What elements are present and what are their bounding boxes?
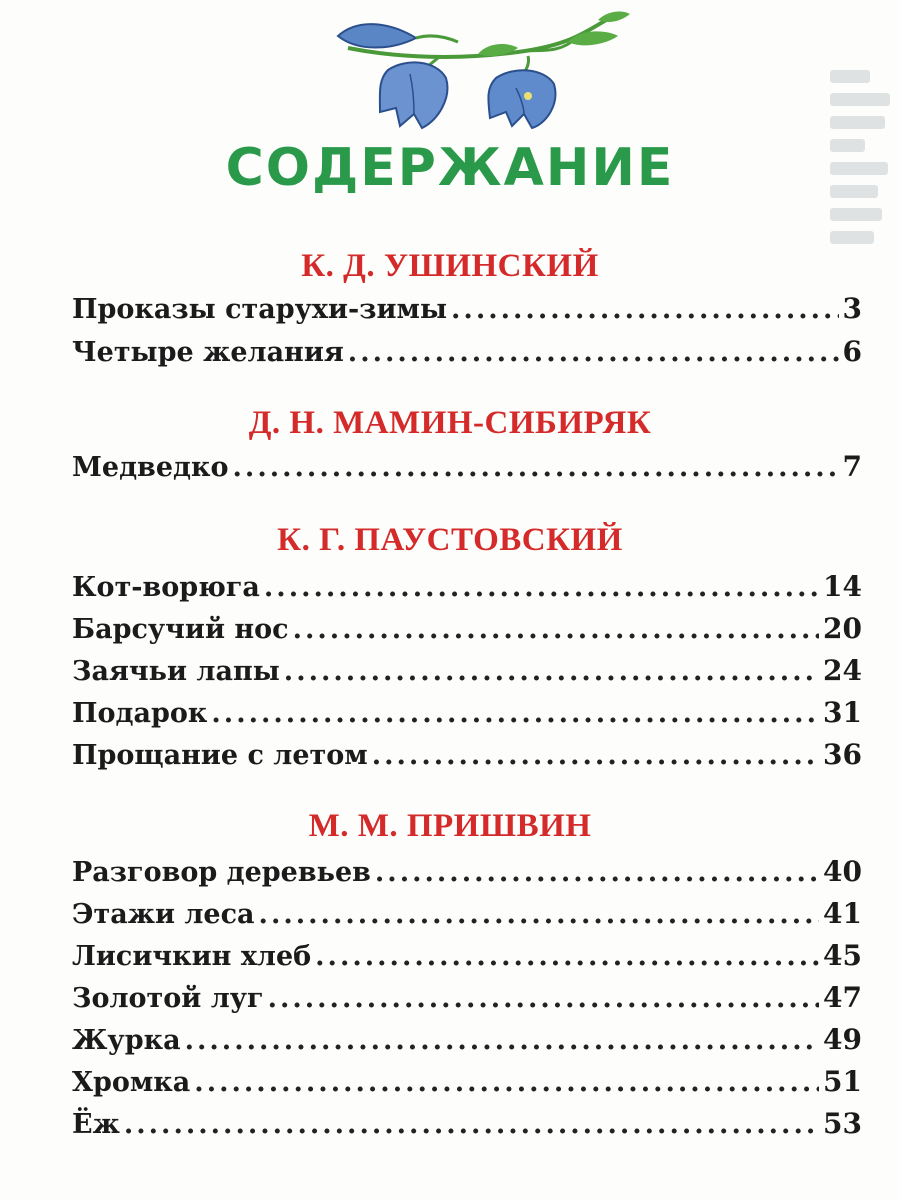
dot-leader — [268, 983, 819, 1014]
entry-title: Этажи леса — [72, 899, 255, 930]
toc-entry[interactable] — [72, 981, 862, 1021]
toc-entry[interactable] — [72, 1107, 862, 1147]
bluebell-flowers-icon — [318, 8, 638, 132]
toc-entry[interactable] — [72, 1065, 862, 1105]
entry-title: Четыре желания — [72, 337, 344, 368]
entry-page: 51 — [823, 1065, 862, 1098]
entry-title: Лисичкин хлеб — [72, 941, 312, 972]
entry-title: Прощание с летом — [72, 740, 368, 771]
toc-entry[interactable] — [72, 450, 862, 490]
entry-page: 24 — [823, 654, 862, 687]
toc-entry[interactable] — [72, 855, 862, 895]
entry-page: 6 — [842, 335, 862, 368]
entry-title: Хромка — [72, 1067, 191, 1098]
dot-leader — [284, 656, 819, 687]
toc-entry[interactable] — [72, 939, 862, 979]
entry-title: Медведко — [72, 452, 229, 483]
toc-entry[interactable] — [72, 696, 862, 736]
dot-leader — [124, 1109, 819, 1140]
author-heading: Д. Н. МАМИН-СИБИРЯК — [248, 405, 652, 441]
entry-page: 53 — [823, 1107, 862, 1140]
entry-page: 49 — [823, 1023, 862, 1056]
dot-leader — [293, 614, 819, 645]
dot-leader — [194, 1067, 819, 1098]
dot-leader — [348, 337, 839, 368]
entry-title: Ёж — [72, 1109, 120, 1140]
entry-page: 31 — [823, 696, 862, 729]
toc-entry[interactable] — [72, 654, 862, 694]
dot-leader — [233, 452, 839, 483]
dot-leader — [264, 572, 819, 603]
entry-title: Заячьи лапы — [72, 656, 280, 687]
dot-leader — [375, 857, 819, 888]
entry-title: Барсучий нос — [72, 614, 289, 645]
toc-entry[interactable] — [72, 335, 862, 375]
toc-entry[interactable] — [72, 612, 862, 652]
toc-entry[interactable] — [72, 738, 862, 778]
toc-entry[interactable] — [72, 1023, 862, 1063]
entry-page: 14 — [823, 570, 862, 603]
entry-title: Проказы старухи-зимы — [72, 294, 448, 325]
entry-page: 36 — [823, 738, 862, 771]
toc-entry[interactable] — [72, 570, 862, 610]
entry-page: 47 — [823, 981, 862, 1014]
dot-leader — [315, 941, 819, 972]
author-heading: М. М. ПРИШВИН — [308, 808, 592, 844]
dot-leader — [372, 740, 819, 771]
entry-title: Разговор деревьев — [72, 857, 371, 888]
entry-title: Кот-ворюга — [72, 572, 260, 603]
entry-title: Подарок — [72, 698, 208, 729]
entry-title: Золотой луг — [72, 983, 264, 1014]
entry-page: 20 — [823, 612, 862, 645]
author-heading: К. Г. ПАУСТОВСКИЙ — [277, 522, 623, 558]
page-title: СОДЕРЖАНИЕ — [225, 138, 675, 198]
toc-entry[interactable] — [72, 897, 862, 937]
author-heading: К. Д. УШИНСКИЙ — [301, 248, 599, 284]
entry-page: 45 — [823, 939, 862, 972]
entry-page: 40 — [823, 855, 862, 888]
dot-leader — [185, 1025, 819, 1056]
entry-title: Журка — [72, 1025, 181, 1056]
dot-leader — [259, 899, 819, 930]
entry-page: 41 — [823, 897, 862, 930]
dot-leader — [211, 698, 819, 729]
entry-page: 7 — [842, 450, 862, 483]
entry-page: 3 — [842, 292, 862, 325]
dot-leader — [451, 294, 839, 325]
toc-entry[interactable] — [72, 292, 862, 332]
